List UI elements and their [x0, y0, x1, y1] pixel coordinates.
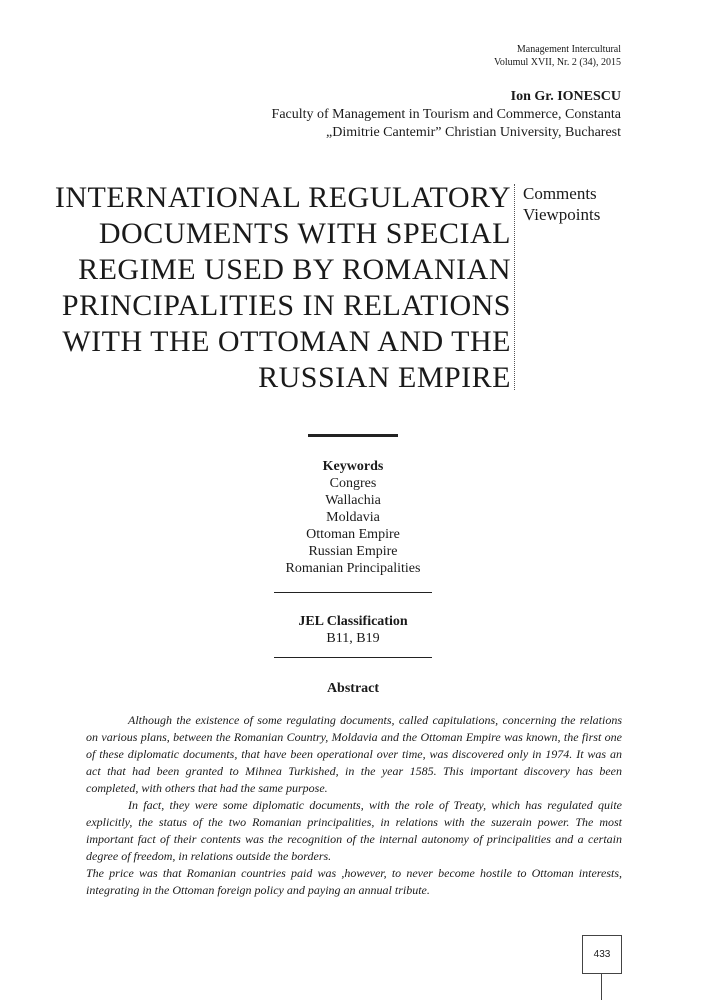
abstract-body	[86, 712, 622, 899]
author-affiliation-1: Faculty of Management in Tourism and Commerce, Constanta	[271, 107, 621, 122]
jel-codes: B11, B19	[326, 631, 380, 646]
journal-header	[494, 43, 621, 69]
section-tag	[523, 183, 600, 225]
paper-title	[41, 180, 511, 396]
title-line: PRINCIPALITIES IN RELATIONS	[61, 289, 511, 322]
keywords-block	[203, 458, 503, 577]
jel-block	[203, 613, 503, 647]
abstract-paragraph: Although the existence of some regulating documents, called capitulations, concerning the relations on various plans, between the Romanian Country, Moldavia and the Ottoman Empire was known, the first one of these diplomatic documents, that have been operational over time, was discovered only in 1974. It was an act that had been granted to Mihnea Turkished, in the year 1585. This important discovery has been completed, with others that had the same purpose.	[86, 713, 622, 795]
title-line: INTERNATIONAL REGULATORY	[54, 181, 511, 214]
title-line: REGIME USED BY ROMANIAN	[78, 253, 511, 286]
title-line: WITH THE OTTOMAN AND THE	[62, 325, 511, 358]
section-tag-line: Comments	[523, 184, 597, 203]
author-affiliation-2: „Dimitrie Cantemir” Christian University, Bucharest	[326, 125, 621, 140]
keyword-item: Russian Empire	[308, 544, 398, 559]
title-line: RUSSIAN EMPIRE	[258, 361, 511, 394]
abstract-heading: Abstract	[326, 681, 380, 696]
section-tag-line: Viewpoints	[523, 205, 601, 224]
title-divider	[514, 184, 515, 390]
abstract-paragraph: The price was that Romanian countries paid was ,however, to never become hostile to Ottoman interests, integrating in the Ottoman foreign policy and paying an annual tribute.	[86, 866, 622, 897]
page-number-line	[601, 973, 602, 1000]
title-line: DOCUMENTS WITH SPECIAL	[98, 217, 511, 250]
jel-divider	[274, 657, 432, 658]
keywords-heading: Keywords	[322, 459, 384, 474]
keyword-item: Moldavia	[326, 510, 380, 525]
keyword-item: Congres	[329, 476, 377, 491]
keyword-item: Wallachia	[325, 493, 381, 508]
keyword-item: Ottoman Empire	[306, 527, 400, 542]
author-name: Ion Gr. IONESCU	[510, 89, 621, 104]
abstract-paragraph: In fact, they were some diplomatic documents, with the role of Treaty, which has regulated quite explicitly, the status of the two Romanian principalities, in relations with the suzerain power. The most important fact of their contents was the recognition of the internal autonomy of principalities and a certain degree of freedom, in relations outside the borders.	[86, 798, 622, 863]
keyword-item: Romanian Principalities	[285, 561, 421, 576]
author-block	[272, 88, 621, 142]
keywords-divider	[274, 592, 432, 593]
thick-divider	[308, 434, 398, 437]
journal-volume: Volumul XVII, Nr. 2 (34), 2015	[493, 57, 621, 68]
jel-heading: JEL Classification	[298, 614, 408, 629]
journal-name: Management Intercultural	[516, 44, 621, 55]
page-number: 433	[582, 935, 622, 974]
